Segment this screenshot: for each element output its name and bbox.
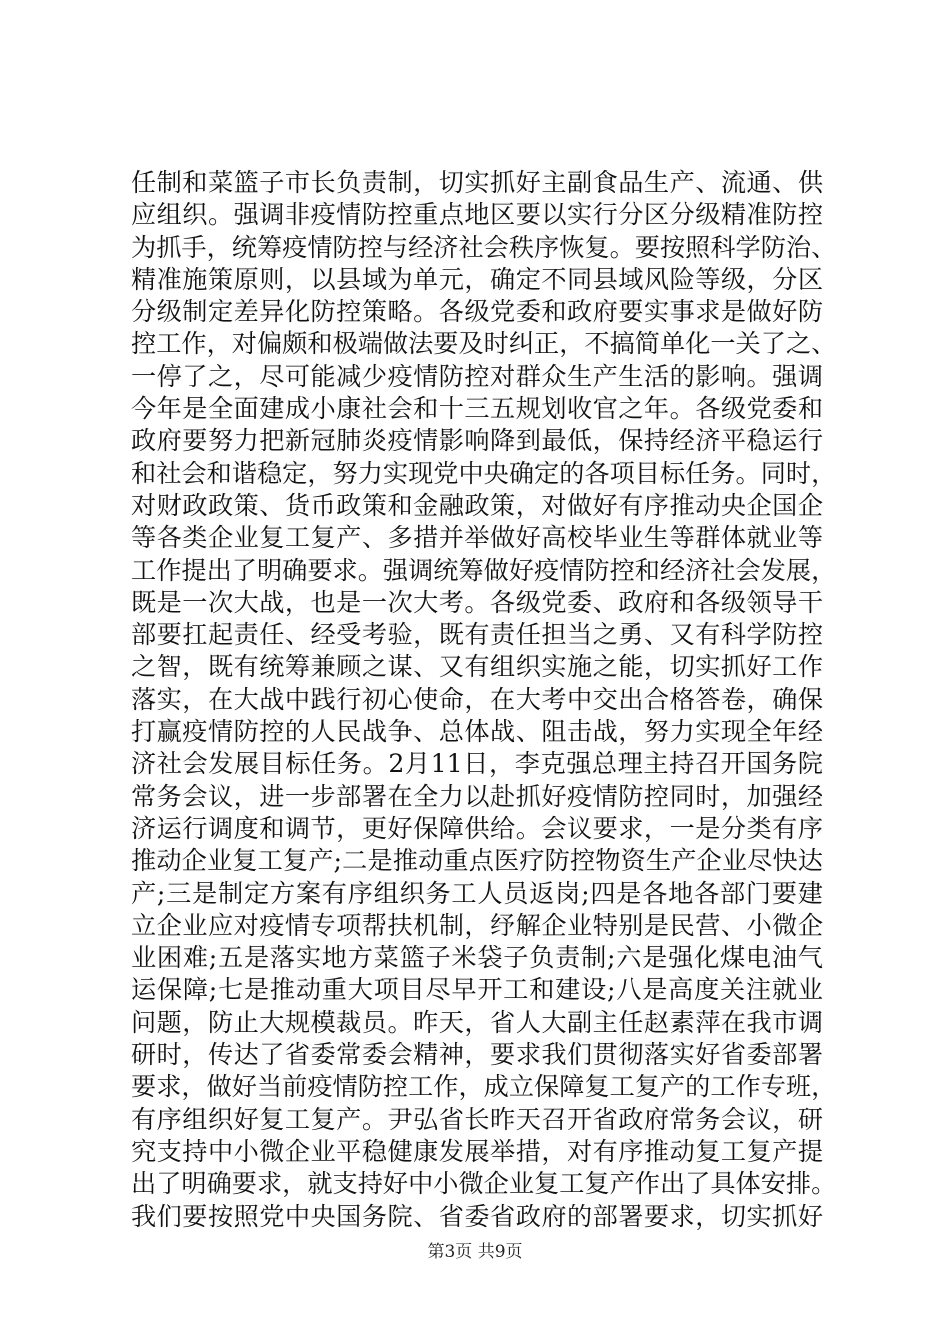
text-line: 既是一次大战，也是一次大考。各级党委、政府和各级领导干 <box>131 587 823 617</box>
text-line: 为抓手，统筹疫情防控与经济社会秩序恢复。要按照科学防治、 <box>131 232 837 262</box>
text-line: 和社会和谐稳定，努力实现党中央确定的各项目标任务。同时， <box>131 458 837 488</box>
text-line: 对财政政策、货币政策和金融政策，对做好有序推动央企国企 <box>131 490 823 520</box>
text-line: 之智，既有统筹兼顾之谋、又有组织实施之能，切实抓好工作 <box>131 652 823 682</box>
text-line: 工作提出了明确要求。强调统筹做好疫情防控和经济社会发展， <box>131 555 837 585</box>
text-line: 济运行调度和调节，更好保障供给。会议要求，一是分类有序 <box>131 813 823 843</box>
text-line: 业困难;五是落实地方菜篮子米袋子负责制;六是强化煤电油气 <box>131 943 823 973</box>
text-line: 落实，在大战中践行初心使命，在大考中交出合格答卷，确保 <box>131 684 823 714</box>
text-line: 问题，防止大规模裁员。昨天，省人大副主任赵素萍在我市调 <box>131 1007 823 1037</box>
text-line: 常务会议，进一步部署在全力以赴抓好疫情防控同时，加强经 <box>131 781 823 811</box>
page-number-footer: 第3页 共9页 <box>427 1242 523 1262</box>
text-line: 推动企业复工复产;二是推动重点医疗防控物资生产企业尽快达 <box>131 846 823 876</box>
text-line: 究支持中小微企业平稳健康发展举措，对有序推动复工复产提 <box>131 1136 823 1166</box>
text-line: 等各类企业复工复产、多措并举做好高校毕业生等群体就业等 <box>131 523 823 553</box>
text-line: 要求，做好当前疫情防控工作，成立保障复工复产的工作专班， <box>131 1072 837 1102</box>
text-line: 部要扛起责任、经受考验，既有责任担当之勇、又有科学防控 <box>131 620 823 650</box>
body-text <box>131 167 837 1233</box>
text-line: 应组织。强调非疫情防控重点地区要以实行分区分级精准防控 <box>131 200 823 230</box>
text-line: 政府要努力把新冠肺炎疫情影响降到最低，保持经济平稳运行 <box>131 426 823 456</box>
text-line: 今年是全面建成小康社会和十三五规划收官之年。各级党委和 <box>131 394 823 424</box>
text-line: 任制和菜篮子市长负责制，切实抓好主副食品生产、流通、供 <box>131 168 823 197</box>
text-line: 出了明确要求，就支持好中小微企业复工复产作出了具体安排。 <box>131 1169 837 1199</box>
text-line: 产;三是制定方案有序组织务工人员返岗;四是各地各部门要建 <box>131 878 823 908</box>
text-line: 精准施策原则，以县域为单元，确定不同县域风险等级，分区 <box>131 264 823 294</box>
text-line: 控工作，对偏颇和极端做法要及时纠正，不搞简单化一关了之、 <box>131 329 837 359</box>
text-line: 有序组织好复工复产。尹弘省长昨天召开省政府常务会议，研 <box>131 1104 823 1134</box>
text-line: 研时，传达了省委常委会精神，要求我们贯彻落实好省委部署 <box>131 1040 823 1070</box>
text-line: 我们要按照党中央国务院、省委省政府的部署要求，切实抓好 <box>131 1201 823 1231</box>
text-line: 运保障;七是推动重大项目尽早开工和建设;八是高度关注就业 <box>131 975 823 1005</box>
text-line: 济社会发展目标任务。2月11日，李克强总理主持召开国务院 <box>131 749 823 779</box>
text-line: 一停了之，尽可能减少疫情防控对群众生产生活的影响。强调 <box>131 361 823 391</box>
text-line: 分级制定差异化防控策略。各级党委和政府要实事求是做好防 <box>131 297 823 327</box>
text-line: 打赢疫情防控的人民战争、总体战、阻击战，努力实现全年经 <box>131 717 823 747</box>
text-line: 立企业应对疫情专项帮扶机制，纾解企业特别是民营、小微企 <box>131 910 823 940</box>
